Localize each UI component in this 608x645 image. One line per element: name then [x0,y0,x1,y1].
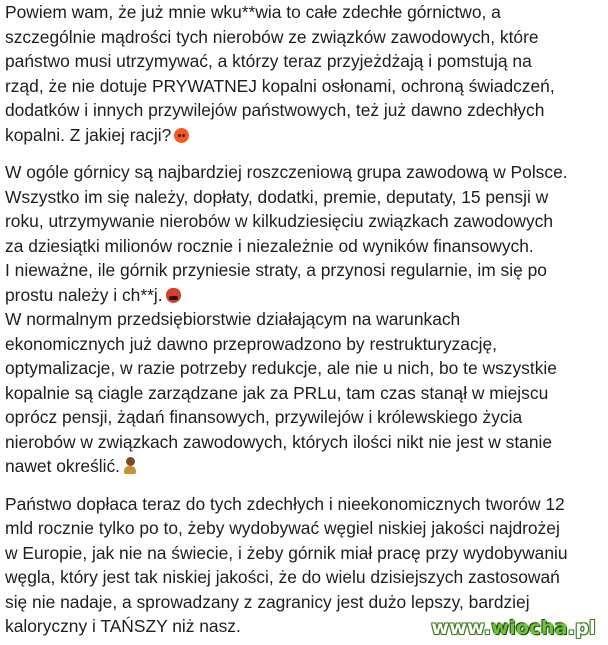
angry-face-icon [174,128,189,143]
text-line: ekonomicznych już dawno przeprowadzono by restrukturyzację, [5,333,498,354]
text-line: W ogóle górnicy są najbardziej roszczeniową grupa zawodową w Polsce. [5,162,568,182]
text-line: się nie nadaje, a sprowadzany z zagranicy jest dużo lepszy, bardziej [5,591,530,612]
watermark-suffix: .pl [567,617,596,639]
site-watermark-logo [431,617,596,639]
text-line: Powiem wam, że już mnie wku**wia to całe zdechłe górnictwo, a [5,2,501,22]
paragraph-2 [5,160,607,307]
text-line: W normalnym przedsiębiorstwie działającym na warunkach [5,309,461,329]
text-line: kopalni. Z jakiej racji? [5,124,172,145]
text-line: prostu należy i ch**j. [5,284,163,305]
watermark-brand: wiocha [491,617,568,639]
text-line: nierobów w związkach zawodowych, których ilości nikt nie jest w stanie [5,431,553,452]
text-line: kaloryczny i TAŃSZY niż nasz. [5,616,241,636]
paragraph-1 [5,0,607,147]
post-text [5,0,607,639]
text-line: szczególnie mądrości tych nierobów ze związków zawodowych, które [5,26,539,47]
text-line: optymalizacje, w razie potrzeby redukcje, ale nie u nich, bo te wszystkie [5,358,557,378]
text-line: mld rocznie tylko po to, żeby wydobywać węgiel niskiej jakości najdrożej [5,518,560,538]
text-line: w Europie, jak nie na świecie, i żeby górnik miał pracę przy wydobywaniu [5,542,568,563]
text-line: I nieważne, ile górnik przyniesie straty, a przynosi regularnie, im się po [5,260,547,280]
paragraph-3 [5,307,607,479]
facepalm-icon [123,457,137,474]
text-line: kopalnie są ciagle zarządzane jak za PRLu, tam czas stanął w miejscu [5,382,549,403]
text-line-with-emoji [5,123,607,148]
text-line: roku, utrzymywanie nierobów w kilkudziesięciu związkach zawodowych [5,211,554,231]
text-line: oprócz pensji, żądań finansowych, przywilejów i królewskiego życia [5,407,523,427]
text-line: Państwo dopłaca teraz do tych zdechłych i nieekonomicznych tworów 12 [5,493,565,514]
text-line: państwo musi utrzymywać, a którzy teraz przyjeżdżają i pomstują na [5,51,532,71]
watermark-prefix: www. [431,617,492,639]
text-line: Wszystko im się należy, dopłaty, dodatki, premie, deputaty, 15 pensji w [5,186,549,207]
text-line-with-emoji [5,283,607,308]
text-line: nawet określić. [5,456,121,476]
text-line-with-emoji [5,454,607,479]
text-line: dodatków i innych przywilejów państwowych, też już dawno zdechłych [5,100,545,120]
text-line: rząd, że nie dotuje PRYWATNEJ kopalni osłonami, ochroną świadczeń, [5,75,555,96]
text-line: za dziesiątki milionów rocznie i niezależnie od wyników finansowych. [5,235,534,256]
cursing-face-icon [166,288,181,303]
text-line: węgla, który jest tak niskiej jakości, że do wielu dzisiejszych zastosowań [5,567,560,587]
